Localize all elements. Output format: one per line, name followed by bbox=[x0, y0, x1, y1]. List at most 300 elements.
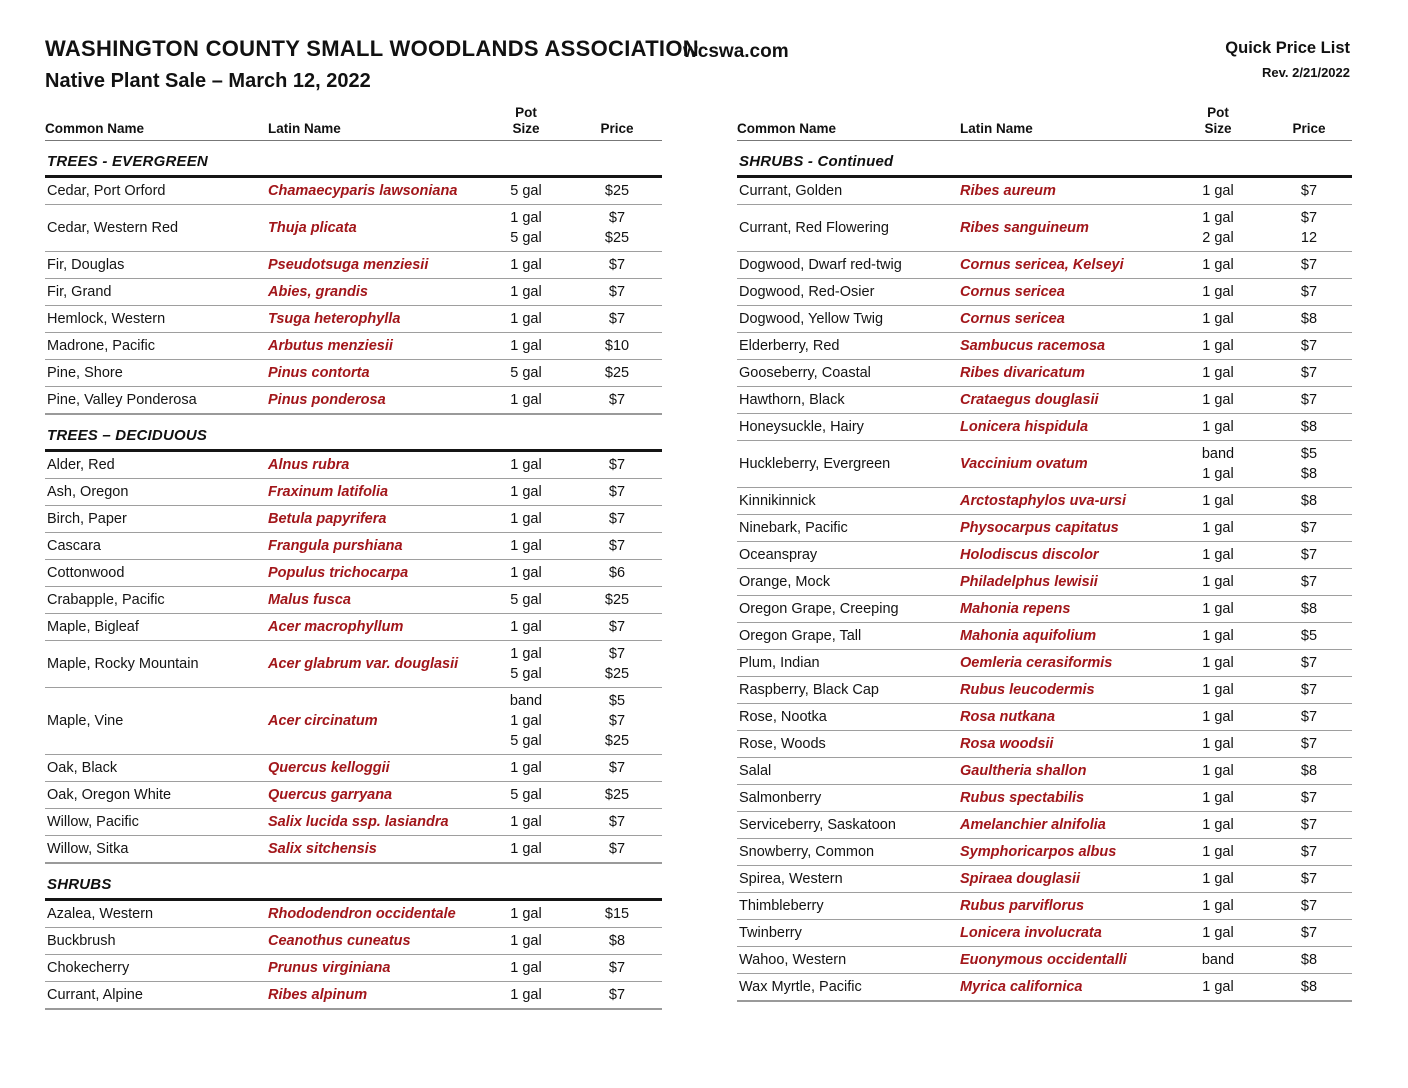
latin-name-cell: Rubus leucodermis bbox=[960, 682, 1095, 698]
table-row bbox=[737, 623, 1352, 650]
pot-size-cell bbox=[480, 904, 572, 924]
price-value: $7 bbox=[1300, 574, 1318, 590]
price-cell bbox=[1264, 255, 1354, 275]
latin-name-cell: Holodiscus discolor bbox=[960, 547, 1099, 563]
common-name-cell: Dogwood, Yellow Twig bbox=[739, 311, 884, 327]
pot-size-cell bbox=[1172, 282, 1264, 302]
table-row bbox=[45, 205, 662, 252]
price-value: $7 bbox=[1300, 392, 1318, 408]
price-cell bbox=[1264, 518, 1354, 538]
price-value: $8 bbox=[1300, 466, 1318, 482]
common-name-cell: Pine, Shore bbox=[47, 365, 123, 381]
price-value: $7 bbox=[1300, 790, 1318, 806]
common-name-cell: Willow, Pacific bbox=[47, 814, 139, 830]
common-name-cell: Serviceberry, Saskatoon bbox=[739, 817, 896, 833]
pot-size-value: 1 gal bbox=[510, 257, 542, 273]
latin-name-cell: Acer glabrum var. douglasii bbox=[268, 656, 459, 672]
latin-name-cell: Alnus rubra bbox=[268, 457, 350, 473]
price-value: $8 bbox=[1300, 952, 1318, 968]
common-name-cell: Thimbleberry bbox=[739, 898, 824, 914]
pot-size-cell bbox=[1172, 599, 1264, 619]
pot-size-value: 1 gal bbox=[1202, 871, 1234, 887]
price-value: $7 bbox=[608, 257, 626, 273]
price-cell bbox=[1264, 788, 1354, 808]
common-name-cell: Plum, Indian bbox=[739, 655, 820, 671]
common-name-cell: Chokecherry bbox=[47, 960, 130, 976]
latin-name-cell: Pinus contorta bbox=[268, 365, 370, 381]
pot-size-value: 1 gal bbox=[510, 484, 542, 500]
table-row bbox=[737, 387, 1352, 414]
latin-name-cell: Ribes aureum bbox=[960, 183, 1056, 199]
price-cell bbox=[1264, 815, 1354, 835]
common-name-cell: Elderberry, Red bbox=[739, 338, 840, 354]
price-cell bbox=[572, 644, 662, 684]
price-value: $7 bbox=[1300, 365, 1318, 381]
price-cell bbox=[572, 563, 662, 583]
price-value: $7 bbox=[1300, 817, 1318, 833]
table-row bbox=[45, 982, 662, 1010]
table-row bbox=[45, 178, 662, 205]
price-value: $7 bbox=[608, 538, 626, 554]
latin-name-cell: Quercus kelloggii bbox=[268, 760, 390, 776]
table-row bbox=[45, 387, 662, 415]
table-row bbox=[45, 252, 662, 279]
pot-size-value: 1 gal bbox=[1202, 210, 1234, 226]
table-header-row bbox=[737, 105, 1352, 141]
price-cell bbox=[572, 181, 662, 201]
price-cell bbox=[1264, 444, 1354, 484]
latin-name-cell: Rosa nutkana bbox=[960, 709, 1056, 725]
pot-size-cell bbox=[1172, 680, 1264, 700]
revision-date: Rev. 2/21/2022 bbox=[1262, 65, 1350, 80]
price-cell bbox=[1264, 896, 1354, 916]
column-header-common-name: Common Name bbox=[737, 121, 837, 136]
price-cell bbox=[1264, 309, 1354, 329]
pot-size-cell bbox=[480, 931, 572, 951]
pot-size-value: band bbox=[509, 693, 543, 709]
pot-size-value: 1 gal bbox=[510, 338, 542, 354]
price-value: $25 bbox=[604, 183, 630, 199]
price-value: $7 bbox=[608, 484, 626, 500]
table-section bbox=[45, 151, 662, 415]
price-value: $7 bbox=[608, 284, 626, 300]
common-name-cell: Wahoo, Western bbox=[739, 952, 847, 968]
price-cell bbox=[1264, 491, 1354, 511]
latin-name-cell: Spiraea douglasii bbox=[960, 871, 1081, 887]
table-row bbox=[45, 587, 662, 614]
pot-size-cell bbox=[480, 282, 572, 302]
price-value: 12 bbox=[1300, 230, 1318, 246]
common-name-cell: Huckleberry, Evergreen bbox=[739, 456, 891, 472]
pot-size-value: 1 gal bbox=[1202, 898, 1234, 914]
latin-name-cell: Populus trichocarpa bbox=[268, 565, 409, 581]
table-row bbox=[737, 704, 1352, 731]
price-cell bbox=[1264, 390, 1354, 410]
pot-size-cell bbox=[1172, 815, 1264, 835]
price-value: $10 bbox=[604, 338, 630, 354]
latin-name-cell: Salix sitchensis bbox=[268, 841, 377, 857]
common-name-cell: Oceanspray bbox=[739, 547, 818, 563]
pot-size-value: 1 gal bbox=[1202, 736, 1234, 752]
common-name-cell: Fir, Douglas bbox=[47, 257, 125, 273]
pot-size-cell bbox=[480, 563, 572, 583]
price-cell bbox=[1264, 707, 1354, 727]
price-value: $7 bbox=[1300, 925, 1318, 941]
pot-size-cell bbox=[480, 985, 572, 1005]
pot-size-cell bbox=[1172, 977, 1264, 997]
pot-size-cell bbox=[480, 255, 572, 275]
price-value: $25 bbox=[604, 733, 630, 749]
price-cell bbox=[1264, 734, 1354, 754]
common-name-cell: Currant, Alpine bbox=[47, 987, 143, 1003]
price-value: $15 bbox=[604, 906, 630, 922]
price-cell bbox=[1264, 545, 1354, 565]
price-value: $7 bbox=[608, 392, 626, 408]
price-value: $7 bbox=[1300, 257, 1318, 273]
section-header: TREES – DECIDUOUS bbox=[45, 425, 662, 452]
pot-size-value: 1 gal bbox=[1202, 628, 1234, 644]
common-name-cell: Kinnikinnick bbox=[739, 493, 816, 509]
price-value: $7 bbox=[608, 619, 626, 635]
latin-name-cell: Myrica californica bbox=[960, 979, 1083, 995]
pot-size-value: 1 gal bbox=[510, 538, 542, 554]
common-name-cell: Pine, Valley Ponderosa bbox=[47, 392, 197, 408]
price-value: $7 bbox=[1300, 709, 1318, 725]
pot-size-value: 1 gal bbox=[1202, 257, 1234, 273]
latin-name-cell: Rosa woodsii bbox=[960, 736, 1054, 752]
pot-size-value: 1 gal bbox=[510, 392, 542, 408]
latin-name-cell: Cornus sericea, Kelseyi bbox=[960, 257, 1124, 273]
table-row bbox=[737, 178, 1352, 205]
pot-size-value: 1 gal bbox=[1202, 763, 1234, 779]
common-name-cell: Rose, Woods bbox=[739, 736, 826, 752]
table-row bbox=[737, 677, 1352, 704]
price-value: $25 bbox=[604, 787, 630, 803]
price-cell bbox=[572, 309, 662, 329]
pot-size-cell bbox=[480, 336, 572, 356]
table-row bbox=[737, 650, 1352, 677]
pot-size-value: 1 gal bbox=[1202, 284, 1234, 300]
price-value: $25 bbox=[604, 365, 630, 381]
latin-name-cell: Tsuga heterophylla bbox=[268, 311, 401, 327]
price-value: $7 bbox=[1300, 210, 1318, 226]
pot-size-cell bbox=[1172, 653, 1264, 673]
common-name-cell: Crabapple, Pacific bbox=[47, 592, 165, 608]
price-value: $7 bbox=[608, 210, 626, 226]
column-header-price: Price bbox=[1292, 121, 1326, 136]
price-value: $7 bbox=[1300, 871, 1318, 887]
pot-size-cell bbox=[1172, 417, 1264, 437]
pot-size-value: 5 gal bbox=[510, 230, 542, 246]
table-row bbox=[45, 533, 662, 560]
price-cell bbox=[572, 904, 662, 924]
price-value: $7 bbox=[1300, 736, 1318, 752]
pot-size-value: 1 gal bbox=[510, 841, 542, 857]
table-row bbox=[45, 836, 662, 864]
latin-name-cell: Frangula purshiana bbox=[268, 538, 403, 554]
pot-size-value: 1 gal bbox=[510, 511, 542, 527]
price-value: $7 bbox=[608, 457, 626, 473]
table-row bbox=[737, 360, 1352, 387]
pot-size-value: 2 gal bbox=[1202, 230, 1234, 246]
price-cell bbox=[1264, 653, 1354, 673]
pot-size-value: 1 gal bbox=[1202, 574, 1234, 590]
latin-name-cell: Euonymous occidentalli bbox=[960, 952, 1127, 968]
price-value: $7 bbox=[608, 987, 626, 1003]
price-value: $7 bbox=[608, 841, 626, 857]
price-cell bbox=[572, 363, 662, 383]
table-row bbox=[45, 479, 662, 506]
latin-name-cell: Ribes alpinum bbox=[268, 987, 368, 1003]
common-name-cell: Oak, Black bbox=[47, 760, 118, 776]
table-row bbox=[737, 205, 1352, 252]
price-cell bbox=[572, 590, 662, 610]
latin-name-cell: Quercus garryana bbox=[268, 787, 393, 803]
pot-size-cell bbox=[1172, 363, 1264, 383]
pot-size-cell bbox=[1172, 309, 1264, 329]
pot-size-cell bbox=[480, 363, 572, 383]
latin-name-cell: Symphoricarpos albus bbox=[960, 844, 1117, 860]
table-row bbox=[737, 569, 1352, 596]
pot-size-value: 5 gal bbox=[510, 787, 542, 803]
table-section bbox=[737, 151, 1352, 1002]
table-row bbox=[737, 839, 1352, 866]
table-row bbox=[737, 812, 1352, 839]
price-cell bbox=[1264, 599, 1354, 619]
table-row bbox=[737, 333, 1352, 360]
table-row bbox=[45, 279, 662, 306]
price-cell bbox=[1264, 869, 1354, 889]
common-name-cell: Spirea, Western bbox=[739, 871, 843, 887]
price-value: $7 bbox=[1300, 682, 1318, 698]
price-cell bbox=[1264, 208, 1354, 248]
common-name-cell: Salal bbox=[739, 763, 772, 779]
table-row bbox=[45, 755, 662, 782]
latin-name-cell: Acer circinatum bbox=[268, 713, 378, 729]
price-table-right bbox=[737, 105, 1352, 1002]
pot-size-value: 1 gal bbox=[510, 987, 542, 1003]
pot-size-value: 1 gal bbox=[510, 760, 542, 776]
table-row bbox=[737, 974, 1352, 1002]
pot-size-value: 1 gal bbox=[510, 814, 542, 830]
price-cell bbox=[572, 482, 662, 502]
pot-size-cell bbox=[480, 691, 572, 751]
table-row bbox=[45, 360, 662, 387]
common-name-cell: Hawthorn, Black bbox=[739, 392, 845, 408]
pot-header-line2: Size bbox=[512, 121, 540, 136]
pot-size-cell bbox=[480, 309, 572, 329]
pot-size-cell bbox=[1172, 336, 1264, 356]
pot-size-value: 5 gal bbox=[510, 666, 542, 682]
website-link[interactable]: wcswa.com bbox=[683, 41, 789, 62]
common-name-cell: Ninebark, Pacific bbox=[739, 520, 848, 536]
latin-name-cell: Chamaecyparis lawsoniana bbox=[268, 183, 458, 199]
price-value: $7 bbox=[608, 511, 626, 527]
pot-size-value: 1 gal bbox=[510, 210, 542, 226]
table-row bbox=[737, 785, 1352, 812]
price-cell bbox=[1264, 336, 1354, 356]
pot-size-value: 1 gal bbox=[1202, 655, 1234, 671]
pot-size-cell bbox=[480, 958, 572, 978]
latin-name-cell: Prunus virginiana bbox=[268, 960, 391, 976]
table-row bbox=[737, 731, 1352, 758]
latin-name-cell: Salix lucida ssp. lasiandra bbox=[268, 814, 449, 830]
table-row bbox=[737, 306, 1352, 333]
pot-size-cell bbox=[480, 617, 572, 637]
latin-name-cell: Acer macrophyllum bbox=[268, 619, 404, 635]
price-cell bbox=[1264, 923, 1354, 943]
price-value: $7 bbox=[1300, 655, 1318, 671]
pot-size-value: 1 gal bbox=[510, 960, 542, 976]
pot-size-value: 1 gal bbox=[510, 713, 542, 729]
table-row bbox=[45, 641, 662, 688]
price-value: $7 bbox=[608, 814, 626, 830]
pot-header-line1: Pot bbox=[515, 105, 537, 120]
price-cell bbox=[1264, 950, 1354, 970]
pot-size-cell bbox=[480, 758, 572, 778]
latin-name-cell: Lonicera involucrata bbox=[960, 925, 1102, 941]
pot-size-value: 1 gal bbox=[1202, 338, 1234, 354]
table-row bbox=[45, 928, 662, 955]
pot-size-value: 1 gal bbox=[510, 906, 542, 922]
doc-label: Quick Price List bbox=[1225, 39, 1350, 57]
pot-size-cell bbox=[1172, 572, 1264, 592]
pot-size-value: 1 gal bbox=[1202, 790, 1234, 806]
pot-size-value: 1 gal bbox=[1202, 419, 1234, 435]
pot-size-cell bbox=[480, 536, 572, 556]
table-row bbox=[737, 758, 1352, 785]
latin-name-cell: Malus fusca bbox=[268, 592, 351, 608]
price-value: $5 bbox=[1300, 628, 1318, 644]
pot-size-cell bbox=[480, 785, 572, 805]
pot-size-value: 1 gal bbox=[510, 646, 542, 662]
latin-name-cell: Rubus parviflorus bbox=[960, 898, 1085, 914]
price-table-left bbox=[45, 105, 662, 1010]
common-name-cell: Dogwood, Red-Osier bbox=[739, 284, 875, 300]
price-cell bbox=[572, 839, 662, 859]
price-cell bbox=[572, 958, 662, 978]
price-value: $6 bbox=[608, 565, 626, 581]
page-title: WASHINGTON COUNTY SMALL WOODLANDS ASSOCIATION bbox=[45, 36, 699, 61]
latin-name-cell: Cornus sericea bbox=[960, 284, 1065, 300]
common-name-cell: Orange, Mock bbox=[739, 574, 831, 590]
common-name-cell: Cascara bbox=[47, 538, 101, 554]
price-cell bbox=[572, 931, 662, 951]
section-header: TREES - EVERGREEN bbox=[45, 151, 662, 178]
latin-name-cell: Arctostaphylos uva-ursi bbox=[960, 493, 1126, 509]
latin-name-cell: Thuja plicata bbox=[268, 220, 357, 236]
price-cell bbox=[1264, 181, 1354, 201]
table-row bbox=[737, 596, 1352, 623]
pot-size-value: 1 gal bbox=[510, 933, 542, 949]
pot-size-value: 1 gal bbox=[510, 619, 542, 635]
common-name-cell: Currant, Golden bbox=[739, 183, 843, 199]
pot-size-value: band bbox=[1201, 446, 1235, 462]
price-value: $8 bbox=[1300, 763, 1318, 779]
price-value: $8 bbox=[1300, 493, 1318, 509]
price-cell bbox=[572, 336, 662, 356]
section-header: SHRUBS - Continued bbox=[737, 151, 1352, 178]
latin-name-cell: Ribes sanguineum bbox=[960, 220, 1089, 236]
pot-size-value: 1 gal bbox=[510, 565, 542, 581]
latin-name-cell: Ceanothus cuneatus bbox=[268, 933, 411, 949]
pot-size-cell bbox=[1172, 734, 1264, 754]
latin-name-cell: Fraxinum latifolia bbox=[268, 484, 389, 500]
pot-size-cell bbox=[1172, 842, 1264, 862]
common-name-cell: Wax Myrtle, Pacific bbox=[739, 979, 862, 995]
price-value: $7 bbox=[1300, 520, 1318, 536]
latin-name-cell: Lonicera hispidula bbox=[960, 419, 1089, 435]
common-name-cell: Cedar, Port Orford bbox=[47, 183, 166, 199]
table-body-right bbox=[737, 151, 1352, 1002]
price-cell bbox=[572, 812, 662, 832]
table-section bbox=[45, 425, 662, 864]
price-value: $7 bbox=[608, 713, 626, 729]
common-name-cell: Raspberry, Black Cap bbox=[739, 682, 879, 698]
pot-size-value: 1 gal bbox=[1202, 601, 1234, 617]
price-cell bbox=[1264, 680, 1354, 700]
common-name-cell: Twinberry bbox=[739, 925, 802, 941]
pot-size-value: 1 gal bbox=[1202, 466, 1234, 482]
price-value: $7 bbox=[608, 760, 626, 776]
pot-size-value: 1 gal bbox=[510, 284, 542, 300]
price-cell bbox=[572, 282, 662, 302]
pot-size-cell bbox=[1172, 545, 1264, 565]
table-row bbox=[737, 920, 1352, 947]
price-cell bbox=[572, 390, 662, 410]
pot-size-value: band bbox=[1201, 952, 1235, 968]
common-name-cell: Maple, Rocky Mountain bbox=[47, 656, 199, 672]
pot-size-value: 1 gal bbox=[1202, 682, 1234, 698]
price-value: $5 bbox=[1300, 446, 1318, 462]
latin-name-cell: Betula papyrifera bbox=[268, 511, 387, 527]
common-name-cell: Oregon Grape, Tall bbox=[739, 628, 862, 644]
table-row bbox=[45, 333, 662, 360]
pot-size-value: 1 gal bbox=[1202, 183, 1234, 199]
price-value: $25 bbox=[604, 666, 630, 682]
price-value: $7 bbox=[608, 311, 626, 327]
common-name-cell: Maple, Bigleaf bbox=[47, 619, 139, 635]
pot-size-cell bbox=[480, 482, 572, 502]
common-name-cell: Oak, Oregon White bbox=[47, 787, 172, 803]
table-row bbox=[45, 306, 662, 333]
pot-size-cell bbox=[1172, 707, 1264, 727]
pot-size-cell bbox=[480, 455, 572, 475]
pot-size-value: 5 gal bbox=[510, 183, 542, 199]
pot-size-value: 5 gal bbox=[510, 733, 542, 749]
price-cell bbox=[1264, 977, 1354, 997]
table-body-left bbox=[45, 151, 662, 1010]
price-value: $5 bbox=[608, 693, 626, 709]
price-cell bbox=[572, 455, 662, 475]
common-name-cell: Alder, Red bbox=[47, 457, 115, 473]
common-name-cell: Azalea, Western bbox=[47, 906, 154, 922]
common-name-cell: Fir, Grand bbox=[47, 284, 112, 300]
table-row bbox=[45, 809, 662, 836]
pot-size-value: 1 gal bbox=[1202, 392, 1234, 408]
latin-name-cell: Arbutus menziesii bbox=[268, 338, 393, 354]
latin-name-cell: Rhododendron occidentale bbox=[268, 906, 456, 922]
latin-name-cell: Crataegus douglasii bbox=[960, 392, 1099, 408]
latin-name-cell: Ribes divaricatum bbox=[960, 365, 1085, 381]
pot-size-cell bbox=[480, 509, 572, 529]
column-header-common-name: Common Name bbox=[45, 121, 145, 136]
price-cell bbox=[1264, 363, 1354, 383]
price-value: $8 bbox=[1300, 979, 1318, 995]
pot-size-value: 1 gal bbox=[1202, 817, 1234, 833]
table-row bbox=[45, 452, 662, 479]
latin-name-cell: Sambucus racemosa bbox=[960, 338, 1106, 354]
